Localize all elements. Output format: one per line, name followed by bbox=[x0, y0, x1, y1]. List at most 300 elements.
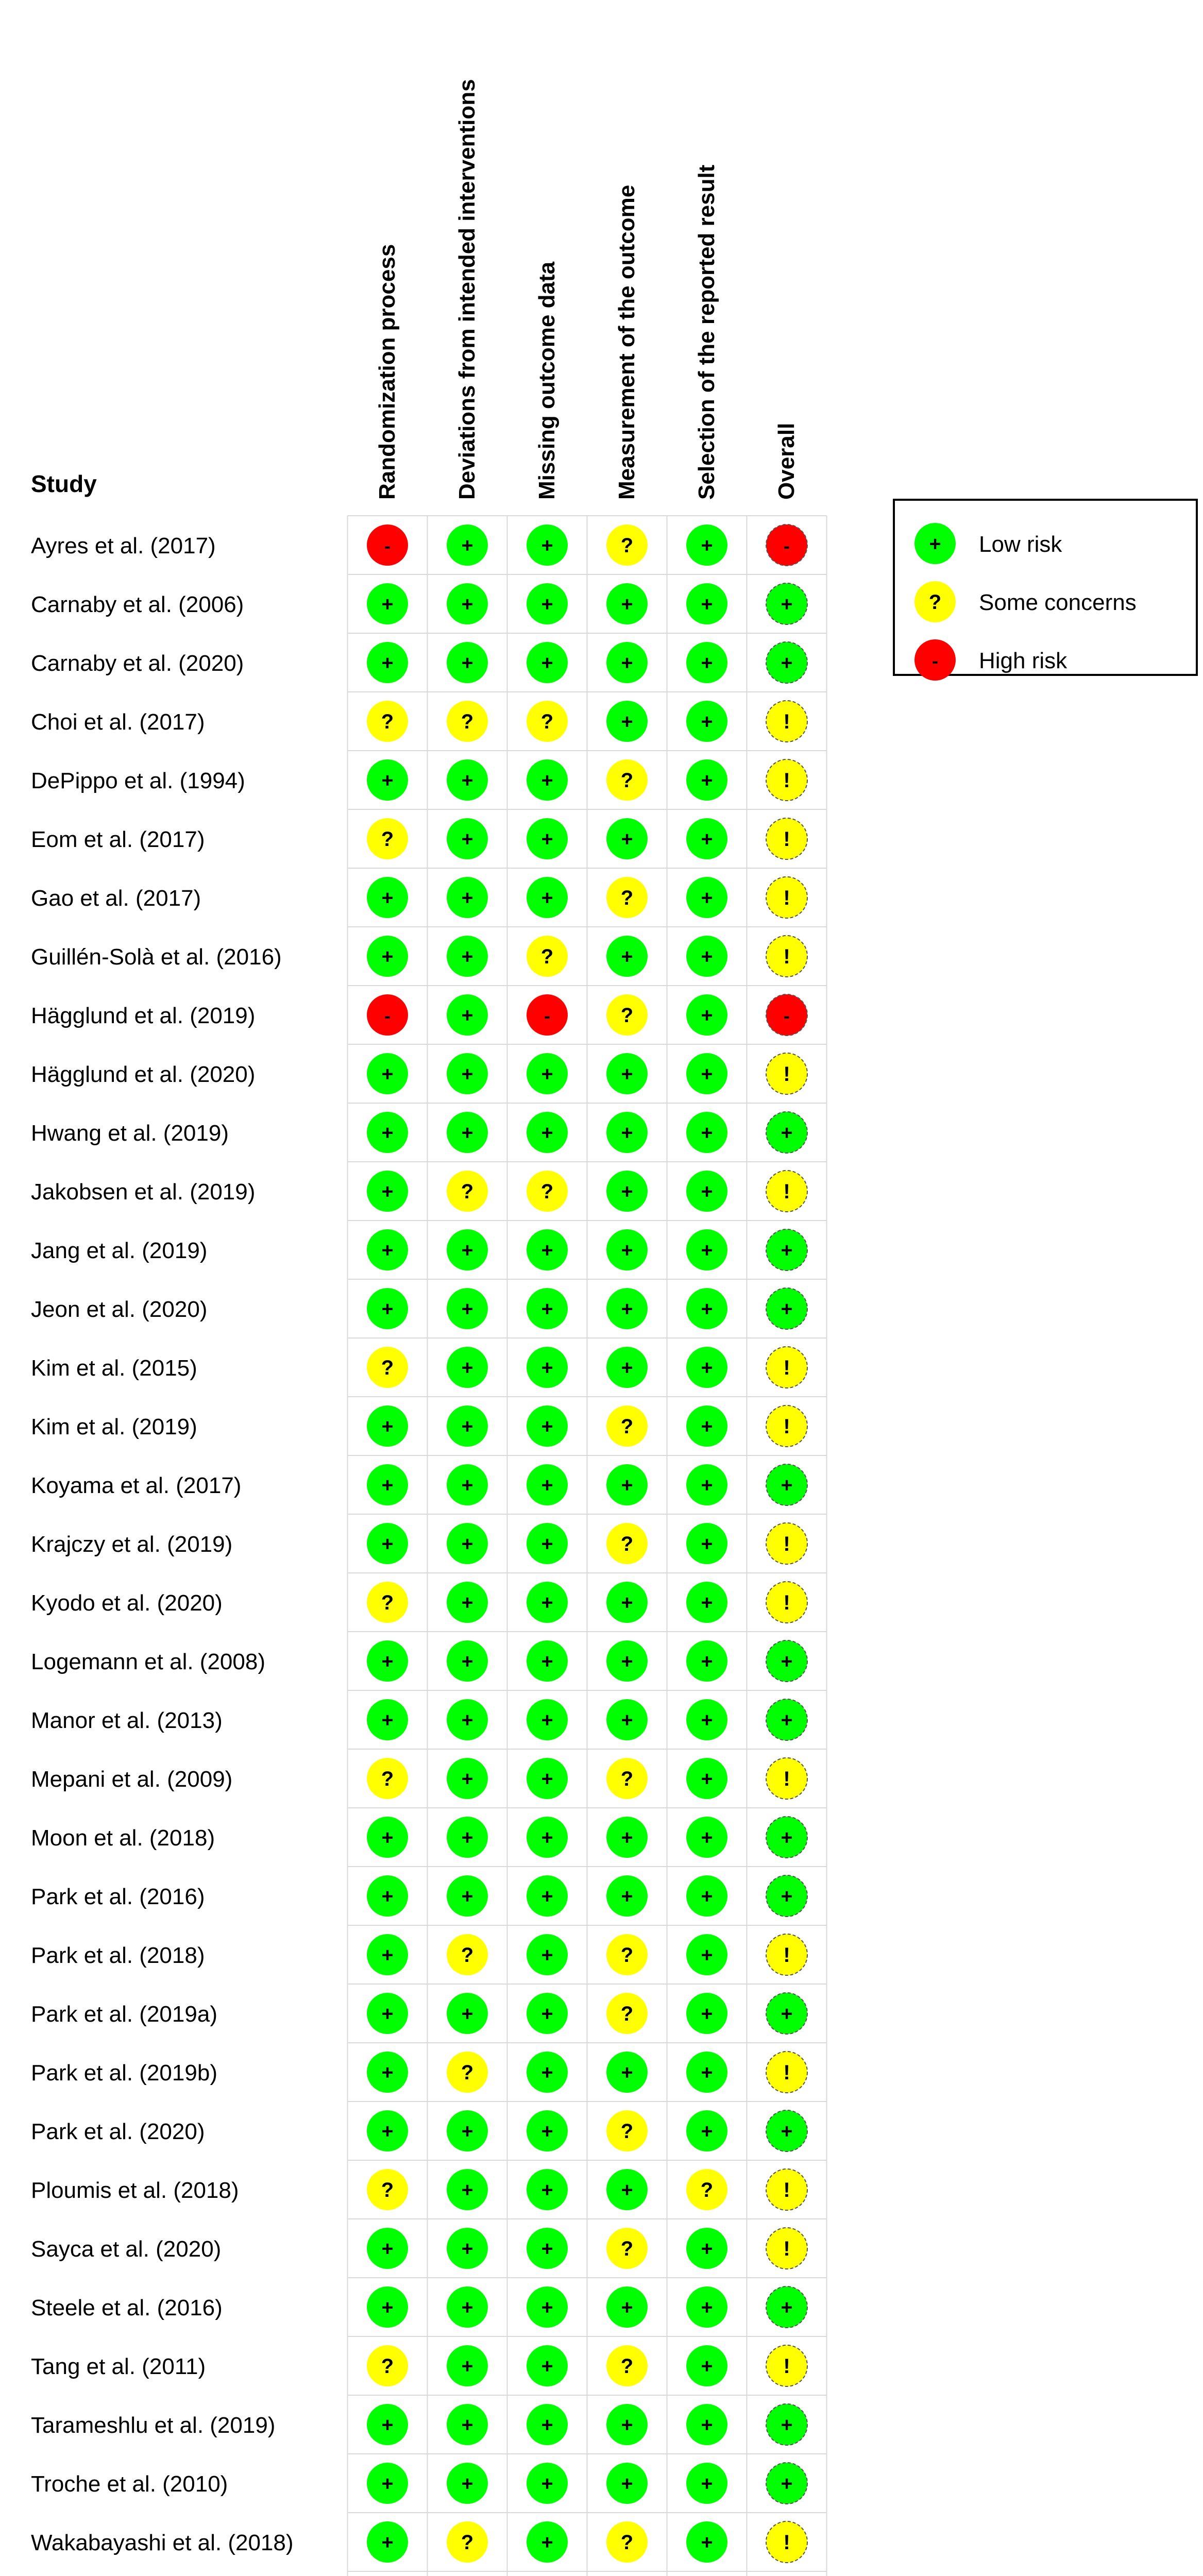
svg-text:+: + bbox=[461, 1415, 473, 1438]
rating-low-mark bbox=[686, 2463, 727, 2504]
rating-low-mark bbox=[606, 1112, 648, 1153]
rating-low-mark bbox=[686, 1053, 727, 1094]
rating-some-mark bbox=[447, 1171, 488, 1212]
svg-text:+: + bbox=[381, 1298, 394, 1320]
study-label: Jakobsen et al. (2019) bbox=[31, 1179, 256, 1205]
svg-text:+: + bbox=[621, 1063, 633, 1086]
study-row bbox=[31, 2521, 807, 2563]
rating-some-overall-mark bbox=[766, 1934, 807, 1975]
rating-low-mark bbox=[367, 1934, 408, 1975]
rating-low-mark bbox=[367, 1640, 408, 1682]
study-rows bbox=[31, 524, 807, 2576]
svg-text:+: + bbox=[781, 2003, 793, 2025]
rating-some-mark bbox=[447, 2052, 488, 2093]
rating-some-mark bbox=[606, 2521, 648, 2563]
svg-text:?: ? bbox=[620, 769, 634, 792]
svg-text:+: + bbox=[381, 2061, 394, 2084]
svg-text:+: + bbox=[381, 2472, 394, 2495]
svg-text:?: ? bbox=[620, 2238, 634, 2260]
rating-low-mark bbox=[447, 1699, 488, 1740]
svg-text:+: + bbox=[541, 1709, 553, 1732]
svg-text:+: + bbox=[541, 887, 553, 909]
study-label: Gao et al. (2017) bbox=[31, 886, 201, 911]
svg-text:+: + bbox=[701, 1357, 713, 1379]
study-label: Logemann et al. (2008) bbox=[31, 1649, 265, 1674]
svg-text:+: + bbox=[621, 828, 633, 851]
rating-low-mark bbox=[447, 1464, 488, 1505]
study-row bbox=[31, 1699, 807, 1740]
svg-text:+: + bbox=[461, 1768, 473, 1790]
rating-low-mark bbox=[367, 759, 408, 801]
study-label: Moon et al. (2018) bbox=[31, 1825, 215, 1851]
svg-text:+: + bbox=[461, 2355, 473, 2378]
rating-low-mark bbox=[686, 583, 727, 624]
rating-low-mark bbox=[447, 1817, 488, 1858]
rating-some-mark bbox=[606, 1934, 648, 1975]
svg-text:+: + bbox=[381, 1239, 394, 1262]
study-label: Kim et al. (2015) bbox=[31, 1355, 197, 1381]
svg-text:+: + bbox=[381, 652, 394, 674]
svg-text:?: ? bbox=[461, 2531, 474, 2554]
rating-some-overall-mark bbox=[766, 759, 807, 801]
rating-low-mark bbox=[527, 2228, 568, 2269]
rating-low-mark bbox=[367, 583, 408, 624]
svg-text:+: + bbox=[381, 2296, 394, 2319]
rating-low-mark bbox=[527, 1758, 568, 1799]
rating-low-mark bbox=[447, 1053, 488, 1094]
svg-text:+: + bbox=[701, 1415, 713, 1438]
svg-text:+: + bbox=[541, 2003, 553, 2025]
svg-text:!: ! bbox=[783, 1944, 790, 1967]
svg-text:+: + bbox=[541, 1474, 553, 1497]
study-label: Krajczy et al. (2019) bbox=[31, 1532, 233, 1557]
rating-low-mark bbox=[686, 1993, 727, 2034]
rating-low-mark bbox=[447, 1582, 488, 1623]
svg-text:?: ? bbox=[381, 710, 394, 733]
svg-text:+: + bbox=[621, 1591, 633, 1614]
rating-high-mark bbox=[367, 524, 408, 566]
rating-low-mark bbox=[367, 1817, 408, 1858]
study-row bbox=[31, 936, 807, 977]
rating-some-mark bbox=[606, 1523, 648, 1564]
svg-text:+: + bbox=[781, 1650, 793, 1673]
svg-text:!: ! bbox=[783, 2531, 790, 2554]
study-label: Guillén-Solà et al. (2016) bbox=[31, 944, 282, 970]
svg-text:?: ? bbox=[620, 2531, 634, 2554]
svg-text:+: + bbox=[461, 828, 473, 851]
svg-text:?: ? bbox=[620, 1944, 634, 1967]
rating-low-overall-mark bbox=[766, 583, 807, 624]
rating-some-overall-mark bbox=[766, 1582, 807, 1623]
svg-text:+: + bbox=[381, 1063, 394, 1086]
svg-text:-: - bbox=[784, 535, 790, 556]
rating-low-mark bbox=[606, 642, 648, 683]
svg-text:+: + bbox=[541, 2472, 553, 2495]
svg-text:+: + bbox=[461, 2179, 473, 2201]
rating-some-mark bbox=[606, 524, 648, 566]
rating-low-mark bbox=[367, 1464, 408, 1505]
study-row bbox=[31, 2228, 807, 2269]
svg-text:+: + bbox=[781, 2120, 793, 2143]
svg-text:!: ! bbox=[783, 2179, 790, 2201]
study-label: Carnaby et al. (2006) bbox=[31, 592, 244, 617]
rating-some-mark bbox=[606, 1758, 648, 1799]
table-grid bbox=[348, 516, 827, 2576]
study-label: Tarameshlu et al. (2019) bbox=[31, 2413, 276, 2438]
rating-low-mark bbox=[686, 1582, 727, 1623]
rating-some-overall-mark bbox=[766, 2345, 807, 2386]
study-row bbox=[31, 818, 807, 859]
svg-text:!: ! bbox=[783, 1063, 790, 1086]
study-row bbox=[31, 1229, 807, 1270]
svg-text:?: ? bbox=[381, 1357, 394, 1379]
rating-low-mark bbox=[447, 642, 488, 683]
svg-text:+: + bbox=[541, 2531, 553, 2554]
study-label: Jeon et al. (2020) bbox=[31, 1297, 208, 1322]
svg-text:-: - bbox=[384, 1005, 391, 1026]
rating-low-mark bbox=[686, 818, 727, 859]
rating-high-mark bbox=[367, 994, 408, 1036]
rating-low-mark bbox=[447, 759, 488, 801]
rating-low-mark bbox=[606, 2286, 648, 2328]
svg-text:+: + bbox=[621, 1298, 633, 1320]
svg-text:+: + bbox=[781, 1885, 793, 1908]
svg-text:+: + bbox=[541, 1885, 553, 1908]
svg-text:+: + bbox=[381, 1122, 394, 1144]
svg-text:+: + bbox=[781, 1826, 793, 1849]
rating-low-mark bbox=[686, 2228, 727, 2269]
rating-low-mark bbox=[686, 1229, 727, 1270]
rating-low-mark bbox=[686, 936, 727, 977]
study-row bbox=[31, 994, 807, 1036]
svg-text:?: ? bbox=[620, 1415, 634, 1438]
svg-text:?: ? bbox=[620, 1533, 634, 1555]
study-row bbox=[31, 2404, 807, 2445]
rating-low-mark bbox=[606, 583, 648, 624]
study-row bbox=[31, 1640, 807, 1682]
svg-text:+: + bbox=[541, 1650, 553, 1673]
rating-low-mark bbox=[367, 2521, 408, 2563]
svg-text:?: ? bbox=[540, 710, 554, 733]
rating-low-mark bbox=[367, 936, 408, 977]
rating-low-mark bbox=[447, 1405, 488, 1447]
rating-low-mark bbox=[447, 2286, 488, 2328]
study-label: Park et al. (2019a) bbox=[31, 2002, 217, 2027]
study-row bbox=[31, 1053, 807, 1094]
study-row bbox=[31, 1758, 807, 1799]
svg-text:+: + bbox=[621, 1180, 633, 1203]
svg-text:+: + bbox=[701, 1063, 713, 1086]
legend bbox=[894, 500, 1197, 681]
rating-low-mark bbox=[606, 1171, 648, 1212]
svg-text:+: + bbox=[381, 1709, 394, 1732]
svg-text:+: + bbox=[701, 2531, 713, 2554]
rating-low-mark bbox=[527, 2052, 568, 2093]
svg-text:+: + bbox=[701, 1944, 713, 1967]
domain-header-label: Randomization process bbox=[375, 244, 400, 500]
svg-text:+: + bbox=[621, 1709, 633, 1732]
svg-text:+: + bbox=[461, 1298, 473, 1320]
svg-text:+: + bbox=[781, 593, 793, 616]
rating-low-mark bbox=[606, 2463, 648, 2504]
rating-low-overall-mark bbox=[766, 1229, 807, 1270]
study-label: Sayca et al. (2020) bbox=[31, 2236, 222, 2262]
svg-text:+: + bbox=[621, 652, 633, 674]
svg-text:!: ! bbox=[783, 945, 790, 968]
svg-text:+: + bbox=[701, 1180, 713, 1203]
study-row bbox=[31, 2463, 807, 2504]
rating-low-mark bbox=[686, 2286, 727, 2328]
rating-some-mark bbox=[606, 2228, 648, 2269]
svg-text:+: + bbox=[541, 2061, 553, 2084]
rating-some-overall-mark bbox=[766, 2052, 807, 2093]
study-row bbox=[31, 1582, 807, 1623]
rating-low-mark bbox=[686, 1934, 727, 1975]
rating-low-mark bbox=[527, 583, 568, 624]
svg-text:+: + bbox=[461, 2296, 473, 2319]
svg-text:+: + bbox=[541, 1239, 553, 1262]
study-row bbox=[31, 1993, 807, 2034]
rating-low-mark bbox=[367, 2228, 408, 2269]
svg-text:+: + bbox=[381, 1650, 394, 1673]
svg-text:+: + bbox=[461, 2120, 473, 2143]
svg-text:+: + bbox=[701, 2061, 713, 2084]
svg-text:+: + bbox=[781, 652, 793, 674]
rating-some-mark bbox=[606, 1993, 648, 2034]
svg-text:?: ? bbox=[620, 1004, 634, 1027]
rating-low-mark bbox=[527, 1640, 568, 1682]
study-label: Kim et al. (2019) bbox=[31, 1414, 197, 1439]
svg-text:?: ? bbox=[461, 1180, 474, 1203]
rating-low-mark bbox=[686, 1405, 727, 1447]
rating-low-mark bbox=[447, 2463, 488, 2504]
svg-text:?: ? bbox=[381, 828, 394, 851]
rating-some-overall-mark bbox=[766, 701, 807, 742]
rating-high-overall-mark bbox=[766, 524, 807, 566]
svg-text:+: + bbox=[781, 1298, 793, 1320]
study-label: Choi et al. (2017) bbox=[31, 709, 205, 735]
rating-low-mark bbox=[606, 1875, 648, 1917]
rating-some-mark bbox=[367, 2345, 408, 2386]
rating-low-mark bbox=[367, 1112, 408, 1153]
svg-text:+: + bbox=[381, 1885, 394, 1908]
svg-text:+: + bbox=[381, 1415, 394, 1438]
rating-some-mark bbox=[606, 877, 648, 918]
svg-text:+: + bbox=[701, 1591, 713, 1614]
rating-some-mark bbox=[686, 2169, 727, 2210]
rating-low-mark bbox=[527, 1288, 568, 1329]
rating-low-mark bbox=[527, 1112, 568, 1153]
rating-low-mark bbox=[527, 2169, 568, 2210]
rating-high-mark bbox=[527, 994, 568, 1036]
rating-low-mark bbox=[527, 2521, 568, 2563]
svg-text:+: + bbox=[381, 1944, 394, 1967]
rating-low-mark bbox=[686, 2345, 727, 2386]
svg-text:+: + bbox=[541, 2120, 553, 2143]
svg-text:+: + bbox=[381, 2238, 394, 2260]
rating-low-mark bbox=[367, 2404, 408, 2445]
svg-text:!: ! bbox=[783, 1415, 790, 1438]
svg-text:?: ? bbox=[381, 2355, 394, 2378]
study-label: Park et al. (2016) bbox=[31, 1884, 205, 1909]
study-row bbox=[31, 524, 807, 566]
svg-text:-: - bbox=[784, 1005, 790, 1026]
svg-text:!: ! bbox=[783, 769, 790, 792]
rating-some-mark bbox=[527, 936, 568, 977]
study-label: Park et al. (2018) bbox=[31, 1943, 205, 1968]
study-label: Troche et al. (2010) bbox=[31, 2471, 228, 2497]
svg-text:!: ! bbox=[783, 1357, 790, 1379]
rating-low-mark bbox=[447, 1229, 488, 1270]
study-label: Steele et al. (2016) bbox=[31, 2295, 223, 2320]
rating-low-mark bbox=[606, 1053, 648, 1094]
svg-text:+: + bbox=[701, 2296, 713, 2319]
rating-low-mark bbox=[527, 1993, 568, 2034]
rating-low-mark bbox=[447, 2345, 488, 2386]
rating-low-mark bbox=[367, 1523, 408, 1564]
svg-text:?: ? bbox=[461, 1944, 474, 1967]
svg-text:!: ! bbox=[783, 2238, 790, 2260]
svg-text:-: - bbox=[384, 535, 391, 556]
svg-text:!: ! bbox=[783, 2061, 790, 2084]
svg-text:+: + bbox=[621, 2472, 633, 2495]
study-row bbox=[31, 1405, 807, 1447]
svg-text:+: + bbox=[701, 828, 713, 851]
study-label: Ploumis et al. (2018) bbox=[31, 2178, 239, 2203]
study-label: Mepani et al. (2009) bbox=[31, 1767, 233, 1792]
rating-low-mark bbox=[606, 2052, 648, 2093]
svg-text:-: - bbox=[932, 650, 938, 671]
study-row bbox=[31, 1934, 807, 1975]
rating-low-mark bbox=[686, 759, 727, 801]
rating-low-mark bbox=[606, 818, 648, 859]
rating-some-overall-mark bbox=[766, 936, 807, 977]
svg-text:+: + bbox=[381, 769, 394, 792]
legend-label: Some concerns bbox=[979, 590, 1137, 615]
rating-low-mark bbox=[447, 1640, 488, 1682]
svg-text:+: + bbox=[621, 1122, 633, 1144]
svg-text:+: + bbox=[461, 769, 473, 792]
study-row bbox=[31, 642, 807, 683]
svg-text:+: + bbox=[541, 652, 553, 674]
rating-low-mark bbox=[447, 2169, 488, 2210]
svg-text:?: ? bbox=[620, 534, 634, 557]
rating-low-mark bbox=[686, 1288, 727, 1329]
rating-low-mark bbox=[686, 1112, 727, 1153]
svg-text:!: ! bbox=[783, 710, 790, 733]
rating-low-mark bbox=[527, 1582, 568, 1623]
rating-low-mark bbox=[367, 1229, 408, 1270]
study-row bbox=[31, 1288, 807, 1329]
study-label: Koyama et al. (2017) bbox=[31, 1473, 242, 1498]
svg-text:+: + bbox=[701, 593, 713, 616]
study-row bbox=[31, 1817, 807, 1858]
rating-low-mark bbox=[447, 1523, 488, 1564]
rating-some-mark bbox=[606, 2345, 648, 2386]
rating-some-overall-mark bbox=[766, 1523, 807, 1564]
study-row bbox=[31, 1112, 807, 1153]
rating-low-mark bbox=[527, 1875, 568, 1917]
rating-low-mark bbox=[367, 642, 408, 683]
study-label: Kyodo et al. (2020) bbox=[31, 1590, 223, 1616]
rating-low-mark bbox=[447, 1288, 488, 1329]
rating-low-mark bbox=[686, 1817, 727, 1858]
svg-text:+: + bbox=[701, 1239, 713, 1262]
svg-text:?: ? bbox=[381, 2179, 394, 2201]
rating-some-overall-mark bbox=[766, 1053, 807, 1094]
legend-label: High risk bbox=[979, 648, 1068, 673]
svg-text:+: + bbox=[541, 534, 553, 557]
rating-low-overall-mark bbox=[766, 1288, 807, 1329]
rating-low-mark bbox=[527, 2286, 568, 2328]
rating-low-mark bbox=[606, 1582, 648, 1623]
rating-low-overall-mark bbox=[766, 642, 807, 683]
svg-text:+: + bbox=[461, 1063, 473, 1086]
svg-text:+: + bbox=[621, 593, 633, 616]
svg-text:+: + bbox=[381, 593, 394, 616]
rating-low-mark bbox=[447, 1875, 488, 1917]
rating-low-mark bbox=[606, 1288, 648, 1329]
rating-low-mark bbox=[527, 1347, 568, 1388]
rating-some-overall-mark bbox=[766, 1171, 807, 1212]
domain-header-label: Missing outcome data bbox=[534, 261, 560, 500]
rating-low-overall-mark bbox=[766, 1464, 807, 1505]
svg-text:!: ! bbox=[783, 1180, 790, 1203]
rating-low-mark bbox=[447, 936, 488, 977]
study-label: Eom et al. (2017) bbox=[31, 827, 205, 852]
rating-low-mark bbox=[606, 1699, 648, 1740]
svg-text:?: ? bbox=[620, 887, 634, 909]
svg-text:?: ? bbox=[620, 2120, 634, 2143]
svg-text:+: + bbox=[461, 2472, 473, 2495]
svg-text:+: + bbox=[541, 1357, 553, 1379]
rating-low-mark bbox=[447, 818, 488, 859]
rating-low-mark bbox=[527, 1523, 568, 1564]
study-row bbox=[31, 701, 807, 742]
svg-text:+: + bbox=[461, 534, 473, 557]
rating-low-mark bbox=[367, 1288, 408, 1329]
rating-low-mark bbox=[527, 642, 568, 683]
svg-text:+: + bbox=[701, 2120, 713, 2143]
rating-low-mark bbox=[686, 877, 727, 918]
rating-low-mark bbox=[367, 877, 408, 918]
rating-low-mark bbox=[527, 2463, 568, 2504]
svg-text:+: + bbox=[541, 1591, 553, 1614]
rating-low-mark bbox=[606, 1640, 648, 1682]
svg-text:?: ? bbox=[461, 710, 474, 733]
rating-low-mark bbox=[367, 1993, 408, 2034]
svg-text:+: + bbox=[781, 1709, 793, 1732]
svg-text:+: + bbox=[461, 1122, 473, 1144]
study-row bbox=[31, 877, 807, 918]
study-column-header: Study bbox=[31, 470, 97, 497]
rating-low-mark bbox=[606, 1229, 648, 1270]
study-row bbox=[31, 2286, 807, 2328]
rating-low-mark bbox=[686, 994, 727, 1036]
svg-text:+: + bbox=[461, 1826, 473, 1849]
rating-some-overall-mark bbox=[766, 1758, 807, 1799]
svg-text:+: + bbox=[461, 887, 473, 909]
svg-text:+: + bbox=[701, 1768, 713, 1790]
rating-low-overall-mark bbox=[766, 1640, 807, 1682]
rating-some-mark bbox=[367, 2169, 408, 2210]
rating-low-overall-mark bbox=[766, 2286, 807, 2328]
rating-low-mark bbox=[606, 936, 648, 977]
svg-text:+: + bbox=[461, 2238, 473, 2260]
svg-text:+: + bbox=[701, 2472, 713, 2495]
svg-text:!: ! bbox=[783, 2355, 790, 2378]
svg-text:+: + bbox=[701, 2414, 713, 2436]
